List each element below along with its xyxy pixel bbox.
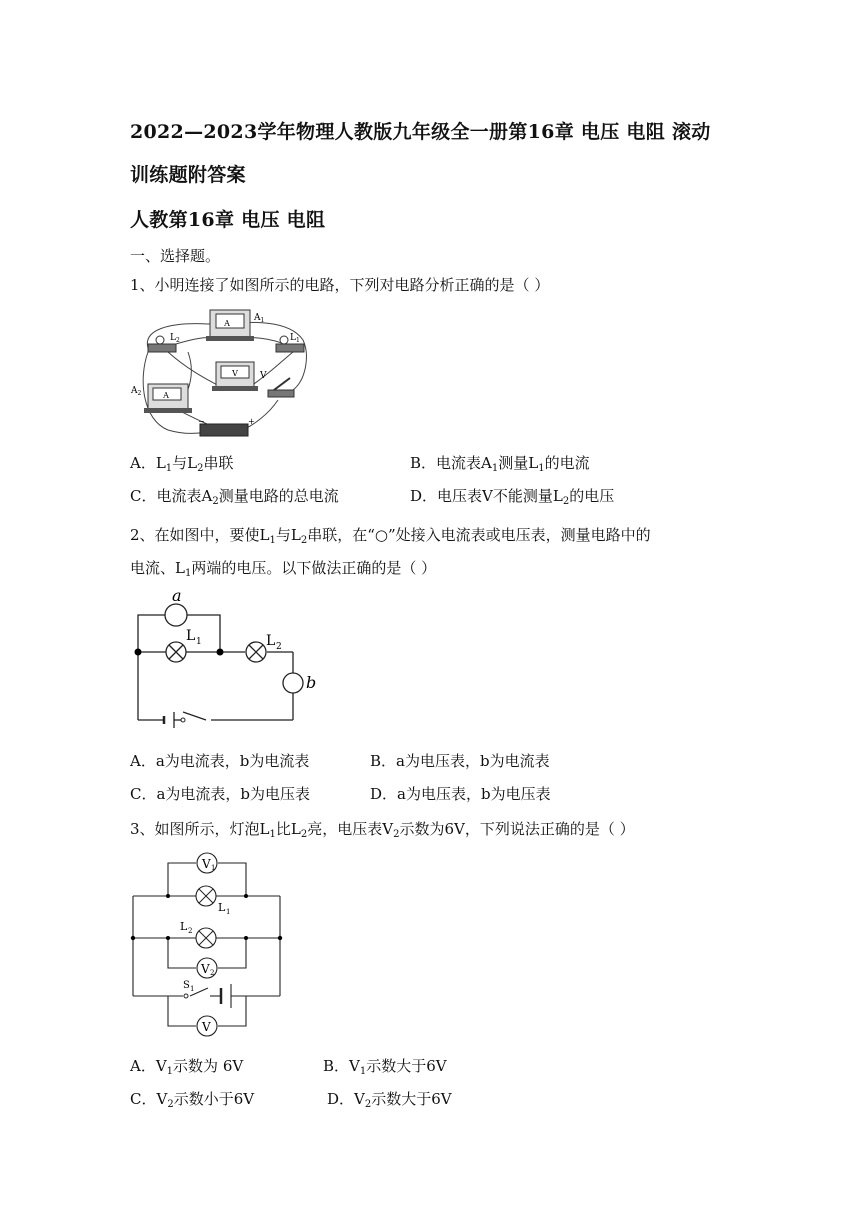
svg-text:V: V [202,1020,211,1034]
q3-circuit-figure [128,848,288,1038]
q1-option-c: C．电流表$A_2$测量电路的总电流 [130,487,339,507]
q2-option-d: D．a为电压表，b为电压表 [370,785,551,803]
svg-text:V: V [260,371,267,381]
q3-option-b: B．$V_1$示数大于6V [323,1057,447,1077]
section-heading: 人教第16章 电压 电阻 [130,209,326,231]
svg-text:+: + [248,417,255,426]
svg-text:S: S [183,980,190,991]
q2-option-c: C．a为电流表，b为电压表 [130,785,311,803]
svg-text:1: 1 [211,864,216,872]
svg-text:A: A [224,319,230,328]
svg-text:A2: $A_2$ [131,386,142,397]
ammeter-a1-icon [206,310,264,341]
voltmeter-v1-icon [197,853,217,873]
svg-text:L1: $L_1$ [290,333,300,344]
svg-text:2: 2 [210,969,215,977]
q3-option-d: D．$V_2$示数大于6V [327,1090,452,1110]
voltmeter-v-icon [197,1016,217,1036]
q2-stem-line-1: 2、在如图中，要使$L_1$与$L_2$串联，在“○”处接入电流表或电压表，测量电路中的 [130,526,651,546]
svg-text:2: 2 [188,927,193,935]
q2-circuit-figure [128,590,323,735]
voltmeter-v2-icon [197,958,217,978]
svg-text:V: V [232,369,238,378]
svg-text:a: a [172,590,182,605]
svg-text:A: A [163,391,169,400]
svg-text:L: L [180,920,188,933]
meter-a-icon [165,604,187,626]
q1-option-b: B．电流表$A_1$测量$L_1$的电流 [410,454,590,474]
q2-stem-line-2: 电流、$L_1$两端的电压。以下做法正确的是（ ） [130,559,437,579]
svg-text:1: 1 [190,985,195,993]
q3-option-c: C．$V_2$示数小于6V [130,1090,255,1110]
svg-text:V: V [201,962,210,976]
lamp-l2-icon [180,920,216,948]
part-heading: 一、选择题。 [130,247,221,265]
q3-stem: 3、如图所示，灯泡$L_1$比$L_2$亮，电压表$V_2$示数为6V，下列说法正确的是（ ） [130,820,635,840]
document-title-line-1: 2022—2023学年物理人教版九年级全一册第16章 电压 电阻 滚动 [130,121,711,143]
ammeter-a2-icon [130,384,192,413]
svg-text:V: V [202,857,211,871]
q1-stem: 1、小明连接了如图所示的电路，下列对电路分析正确的是（ ） [130,276,550,294]
svg-text:1: 1 [226,908,231,916]
lamp-l1-icon [166,628,202,662]
q2-option-a: A．a为电流表，b为电流表 [130,752,310,770]
q1-option-a: A．$L_1$与$L_2$串联 [130,454,234,474]
svg-text:1: 1 [196,637,202,647]
voltmeter-icon [212,362,267,391]
svg-text:b: b [306,673,317,692]
svg-text:L: L [266,633,276,649]
lamp-l2-icon [148,333,180,352]
svg-text:A1: $A_1$ [254,313,265,324]
q2-option-b: B．a为电压表，b为电流表 [370,752,550,770]
svg-text:L2: $L_2$ [170,333,180,344]
svg-text:L: L [218,901,226,914]
q3-option-a: A．$V_1$示数为 6V [130,1057,244,1077]
svg-text:2: 2 [276,642,282,652]
battery-icon [198,417,255,436]
meter-b-icon [283,673,303,693]
svg-text:−: − [198,417,205,426]
svg-text:L: L [186,628,196,644]
document-title-line-2: 训练题附答案 [130,164,246,186]
lamp-l1-icon [196,886,230,916]
lamp-l2-icon [246,633,282,662]
q1-option-d: D．电压表V不能测量$L_2$的电压 [410,487,615,507]
q1-circuit-figure [128,300,313,445]
switch-icon [268,378,294,397]
